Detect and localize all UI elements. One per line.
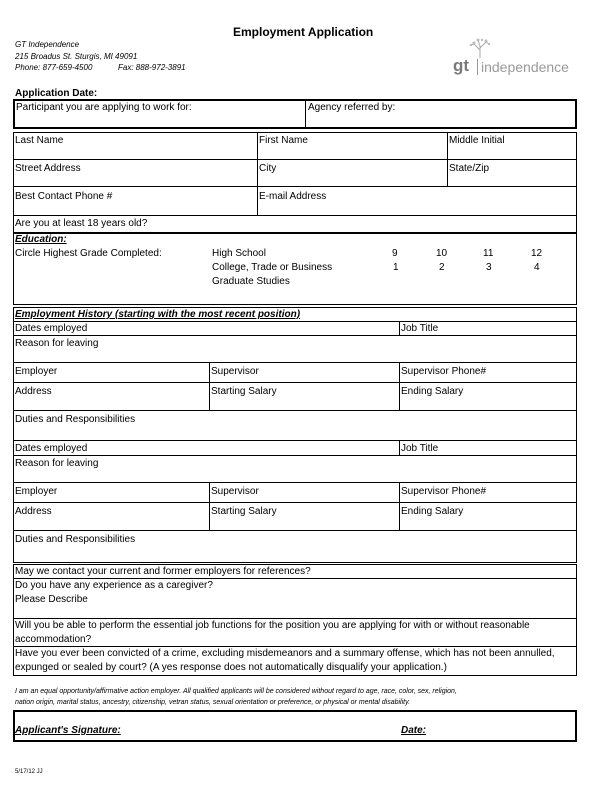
job2-title-label: Job Title xyxy=(401,443,439,454)
logo-bar xyxy=(477,59,478,75)
circle-grade-label: Circle Highest Grade Completed: xyxy=(15,248,162,259)
participant-divider xyxy=(305,100,306,128)
email-label: E-mail Address xyxy=(259,191,327,202)
convicted-question-cont: expunged or sealed by court? (A yes response does not automatically disqualify your application.) xyxy=(15,662,447,673)
city-field[interactable] xyxy=(258,160,446,185)
job1-reason-label: Reason for leaving xyxy=(15,338,99,349)
year-option[interactable]: 4 xyxy=(534,262,540,273)
job2-ending-salary-label: Ending Salary xyxy=(401,506,464,517)
middle-initial-label: Middle Initial xyxy=(449,135,505,146)
education-header: Education: xyxy=(15,234,67,245)
agency-label: Agency referred by: xyxy=(308,102,396,113)
job2-supervisor-phone-label: Supervisor Phone# xyxy=(401,486,487,497)
year-option[interactable]: 1 xyxy=(393,262,399,273)
job1-starting-salary-label: Starting Salary xyxy=(211,386,277,397)
grade-option[interactable]: 9 xyxy=(392,248,398,259)
job1-supervisor-label: Supervisor xyxy=(211,366,259,377)
eeo-statement-cont: nation origin, marital status, ancestry, citizenship, vetran status, sexual orientation or preference, or physical or mental disability. xyxy=(15,699,411,706)
state-zip-label: State/Zip xyxy=(449,163,490,174)
job2-reason-label: Reason for leaving xyxy=(15,458,99,469)
year-option[interactable]: 2 xyxy=(439,262,445,273)
caregiver-question: Do you have any experience as a caregiver? xyxy=(15,580,213,591)
job1-dates-label: Dates employed xyxy=(15,323,88,334)
org-phone: Phone: 877-659-4500 xyxy=(15,63,93,72)
job1-employer-label: Employer xyxy=(15,366,58,377)
first-name-label: First Name xyxy=(259,135,308,146)
company-logo xyxy=(450,38,580,78)
logo-independence: independence xyxy=(481,59,569,75)
job2-starting-salary-label: Starting Salary xyxy=(211,506,277,517)
essential-functions-question: Will you be able to perform the essential job functions for the position you are applying for with or without reasonable xyxy=(15,620,530,631)
form-title: Employment Application xyxy=(233,25,374,39)
last-name-label: Last Name xyxy=(15,135,64,146)
job2-dates-label: Dates employed xyxy=(15,443,88,454)
tree-icon xyxy=(469,38,491,58)
job1-title-label: Job Title xyxy=(401,323,439,334)
describe-label: Please Describe xyxy=(15,594,88,605)
application-date-label: Application Date: xyxy=(15,88,98,99)
grade-option[interactable]: 10 xyxy=(436,248,448,259)
eeo-statement: I am an equal opportunity/affirmative action employer. All qualified applicants will be considered without regard to age, race, color, sex, religion, xyxy=(15,688,457,695)
convicted-question: Have you ever been convicted of a crime, excluding misdemeanors and a summary offense, which has not been annulled, xyxy=(15,648,555,659)
job1-supervisor-phone-label: Supervisor Phone# xyxy=(401,366,487,377)
city-label: City xyxy=(259,163,277,174)
job2-supervisor-label: Supervisor xyxy=(211,486,259,497)
job1-duties-label: Duties and Responsibilities xyxy=(15,414,136,425)
phone-label: Best Contact Phone # xyxy=(15,191,113,202)
grade-option[interactable]: 11 xyxy=(483,248,494,259)
org-name: GT Independence xyxy=(15,40,80,49)
job1-address-label: Address xyxy=(15,386,52,397)
age-18-label: Are you at least 18 years old? xyxy=(15,218,148,229)
street-address-label: Street Address xyxy=(15,163,81,174)
job1-ending-salary-label: Ending Salary xyxy=(401,386,464,397)
level-high-school: High School xyxy=(212,248,266,259)
contact-employers-question: May we contact your current and former employers for references? xyxy=(15,566,311,577)
essential-functions-question-cont: accommodation? xyxy=(15,634,92,645)
grade-option[interactable]: 12 xyxy=(531,248,543,259)
job2-employer-label: Employer xyxy=(15,486,58,497)
year-option[interactable]: 3 xyxy=(486,262,492,273)
date-label: Date: xyxy=(401,725,427,736)
job2-address-label: Address xyxy=(15,506,52,517)
level-college: College, Trade or Business xyxy=(212,262,333,273)
footer-revision: 5/17/12 JJ xyxy=(15,769,43,775)
level-graduate: Graduate Studies xyxy=(212,276,290,287)
participant-label: Participant you are applying to work for: xyxy=(16,102,192,113)
org-address: 215 Broadus St. Sturgis, MI 49091 xyxy=(15,52,138,61)
org-fax: Fax: 888-972-3891 xyxy=(118,63,186,72)
signature-date-field[interactable] xyxy=(400,712,575,740)
job2-duties-label: Duties and Responsibilities xyxy=(15,534,136,545)
employment-header: Employment History (starting with the most recent position) xyxy=(15,309,301,320)
signature-label: Applicant's Signature: xyxy=(15,725,121,736)
logo-gt: gt xyxy=(453,56,470,75)
